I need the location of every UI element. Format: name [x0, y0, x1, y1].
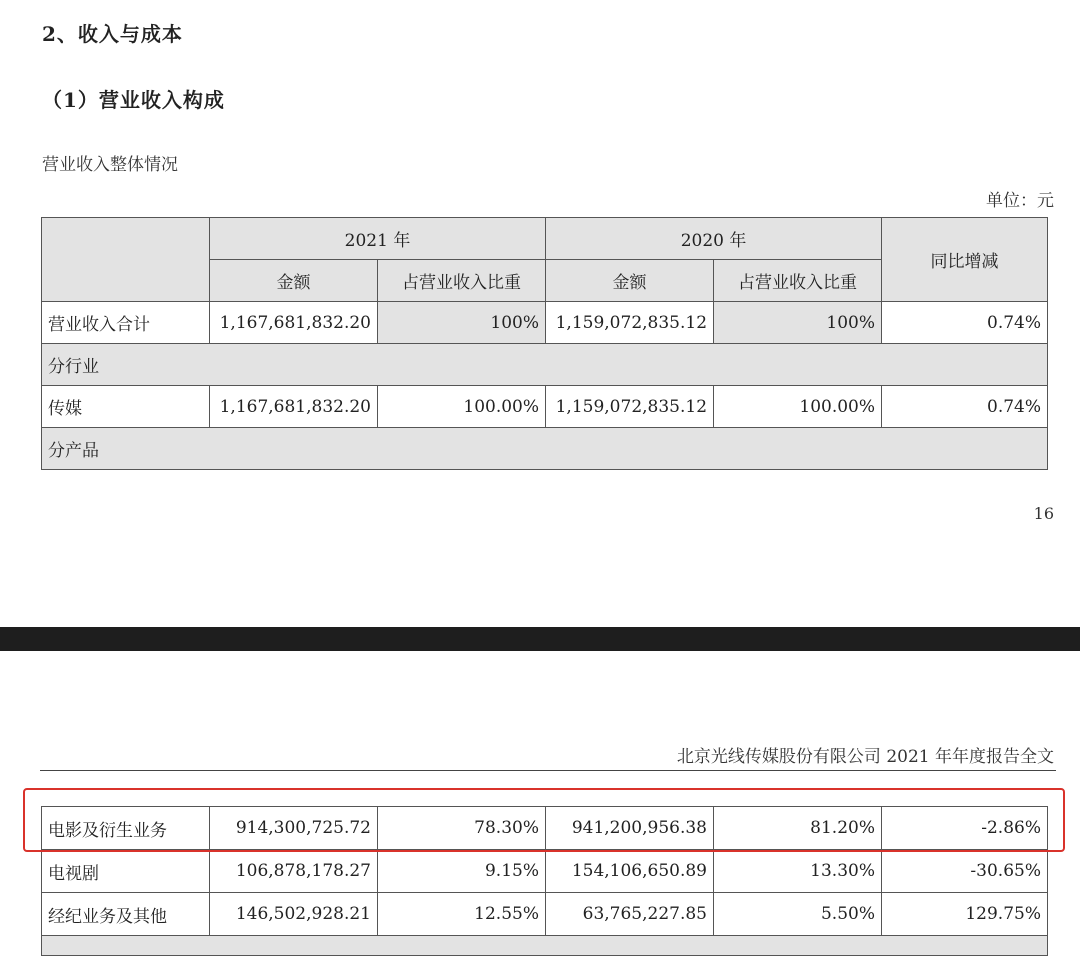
- ratio-2021: 100.00%: [378, 386, 546, 428]
- header-amount-2021: 金额: [210, 260, 378, 302]
- row-label: 电视剧: [42, 850, 210, 893]
- ratio-2020: 81.20%: [714, 807, 882, 850]
- table-row-partial: [42, 936, 1048, 956]
- amount-2020: 1,159,072,835.12: [546, 386, 714, 428]
- table-row: [42, 344, 1048, 386]
- ratio-2020: 13.30%: [714, 850, 882, 893]
- row-label: 电影及衍生业务: [42, 807, 210, 850]
- table-caption: 营业收入整体情况: [42, 155, 178, 175]
- table-header-row-1: [42, 218, 1048, 260]
- ratio-2020: 100.00%: [714, 386, 882, 428]
- yoy-change: 129.75%: [882, 893, 1048, 936]
- amount-2021: 106,878,178.27: [210, 850, 378, 893]
- amount-2020: 154,106,650.89: [546, 850, 714, 893]
- ratio-2021: 9.15%: [378, 850, 546, 893]
- header-blank-cell: [42, 218, 210, 302]
- table-row: [42, 850, 1048, 893]
- highlight-box: [23, 788, 1065, 852]
- ratio-2021: 12.55%: [378, 893, 546, 936]
- group-label: 分行业: [42, 344, 1048, 386]
- amount-2020: 1,159,072,835.12: [546, 302, 714, 344]
- header-yoy: 同比增减: [882, 218, 1048, 302]
- amount-2020: 63,765,227.85: [546, 893, 714, 936]
- yoy-change: 0.74%: [882, 302, 1048, 344]
- table-row: [42, 302, 1048, 344]
- yoy-change: -2.86%: [882, 807, 1048, 850]
- header-year-2021: 2021 年: [210, 218, 546, 260]
- row-label: 营业收入合计: [42, 302, 210, 344]
- table-row: [42, 893, 1048, 936]
- table-row: [42, 386, 1048, 428]
- amount-2021: 1,167,681,832.20: [210, 302, 378, 344]
- header-ratio-2020: 占营业收入比重: [714, 260, 882, 302]
- amount-2021: 914,300,725.72: [210, 807, 378, 850]
- ratio-2021: 78.30%: [378, 807, 546, 850]
- row-label: 传媒: [42, 386, 210, 428]
- amount-2020: 941,200,956.38: [546, 807, 714, 850]
- amount-2021: 1,167,681,832.20: [210, 386, 378, 428]
- yoy-change: -30.65%: [882, 850, 1048, 893]
- row-label: 经纪业务及其他: [42, 893, 210, 936]
- revenue-table-top: [41, 217, 1048, 470]
- section-title: 2、收入与成本: [42, 22, 183, 46]
- header-ratio-2021: 占营业收入比重: [378, 260, 546, 302]
- document-header: 北京光线传媒股份有限公司 2021 年年度报告全文: [676, 747, 1054, 767]
- ratio-2020: 100%: [714, 302, 882, 344]
- header-rule: [40, 770, 1056, 771]
- amount-2021: 146,502,928.21: [210, 893, 378, 936]
- subsection-title: （1）营业收入构成: [42, 88, 225, 112]
- header-amount-2020: 金额: [546, 260, 714, 302]
- header-year-2020: 2020 年: [546, 218, 882, 260]
- page-number: 16: [1033, 504, 1054, 523]
- unit-label: 单位：元: [986, 191, 1054, 211]
- table-row: [42, 428, 1048, 470]
- ratio-2020: 5.50%: [714, 893, 882, 936]
- cut-off-row: [42, 936, 1048, 956]
- group-label: 分产品: [42, 428, 1048, 470]
- yoy-change: 0.74%: [882, 386, 1048, 428]
- page-break-band: [0, 627, 1080, 651]
- ratio-2021: 100%: [378, 302, 546, 344]
